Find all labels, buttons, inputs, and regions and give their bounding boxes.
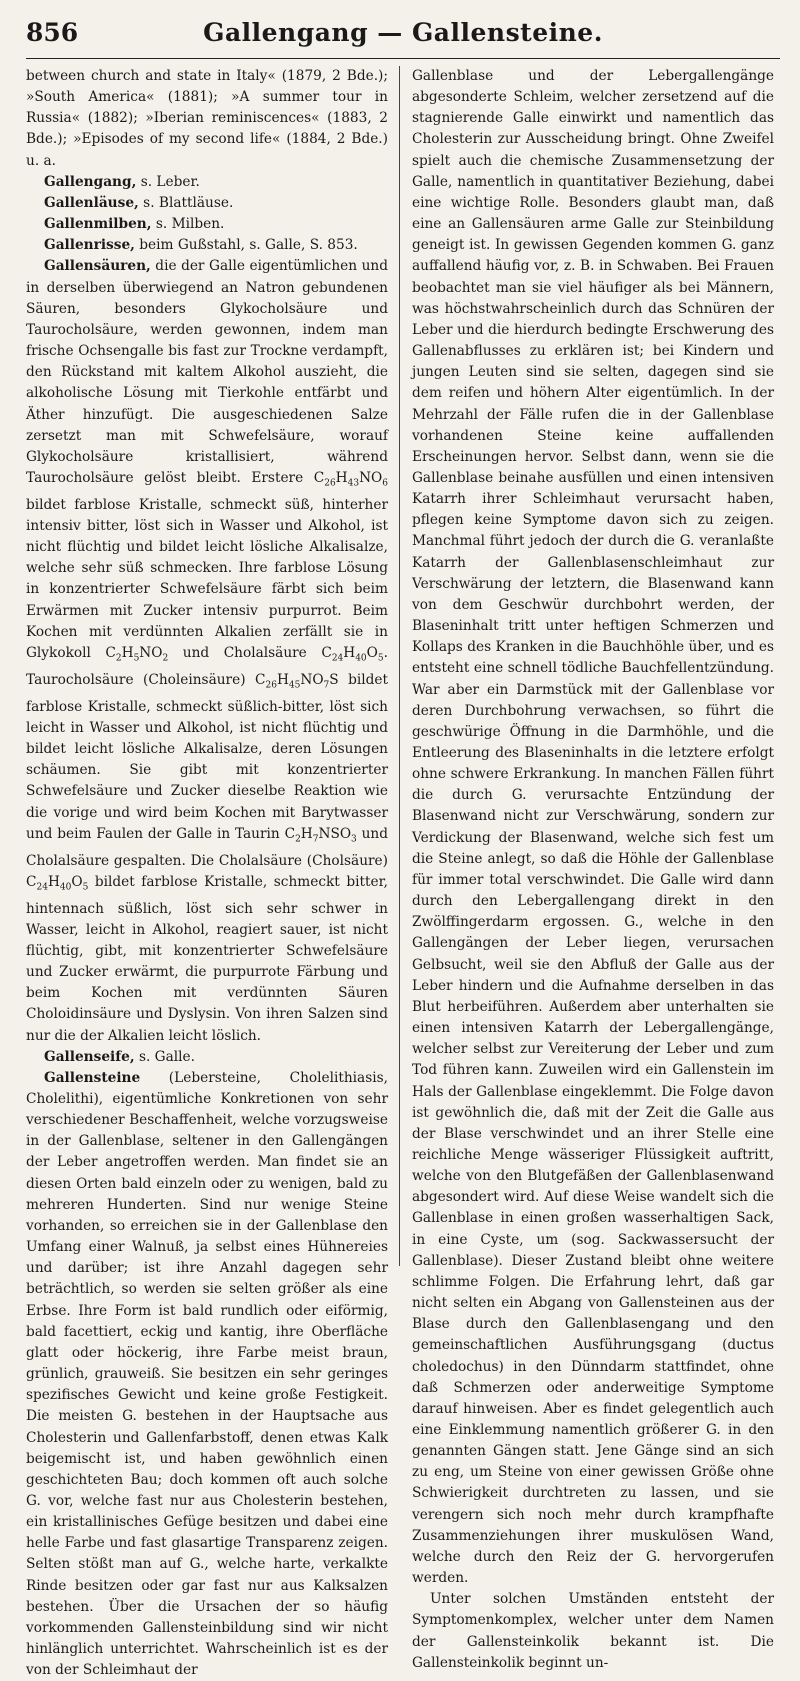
entry-gallensteine (26, 1068, 388, 1681)
entry-gallenlaeuse (26, 193, 388, 214)
entry-lemma: Gallenrisse, (44, 237, 135, 254)
entry-lemma: Gallengang, (44, 173, 137, 190)
entry-text: between church and state in Italy« (1879, 2 Bde.); »South America« (1881); »A summer tour in Russia« (1882); »Iberian reminiscences« (1883, 2 Bde.); »Episodes of my second life« (1884, 2 Bde.) u. a. (26, 68, 388, 169)
entry-text: s. Blattläuse. (138, 194, 234, 211)
entry-text: (Lebersteine, Cholelithiasis, Cholelithi), eigentümliche Konkretionen von sehr verschiedener Beschaffenheit, welche vorzugsweise in der Gallenblase, seltener in den Gallengängen der Leber angetroffen werden. Man findet sie an diesen Orten bald einzeln oder zu wenigen, bald zu mehreren Hunderten. Sind nur wenige Steine vorhanden, so erreichen sie in der Gallenblase den Umfang einer Walnuß, ja selbst eines Hühnereies und darüber; ist ihre Anzahl dagegen sehr beträchtlich, so werden sie selten größer als eine Erbse. Ihre Form ist bald rundlich oder eiförmig, bald facettiert, eckig und kantig, ihre Oberfläche glatt oder höckerig, ihre Farbe meist braun, grünlich, grauweiß. Sie besitzen ein sehr geringes spezifisches Gewicht und keine große Festigkeit. Die meisten G. bestehen in der Hauptsache aus Cholesterin und Gallenfarbstoff, denen etwas Kalk beigemischt ist, und haben gewöhnlich einen geschichteten Bau; doch kommen oft auch solche G. vor, welche fast nur aus Cholesterin bestehen, ein kristallinisches Gefüge besitzen und dabei eine helle Farbe und fast glasartige Transparenz zeigen. Selten stößt man auf G., welche harte, verkalkte Rinde besitzen oder gar fast nur aus Kalksalzen bestehen. Über die Ursachen der so häufig vorkommenden Gallensteinbildung sind wir nicht hinlänglich unterrichtet. Wahrscheinlich ist es der von der Schleimhaut der (26, 1069, 388, 1679)
entry-lemma: Gallensteine (44, 1069, 141, 1086)
entry-lemma: Gallensäuren, (44, 258, 151, 275)
entry-gallenrisse (26, 235, 388, 256)
entry-text: s. Galle. (134, 1048, 195, 1065)
entry-lemma: Gallenläuse, (44, 194, 139, 211)
entry-gallensaeuren (26, 256, 388, 1046)
right-column (412, 66, 774, 1671)
entry-gallenmilben (26, 214, 388, 235)
left-column (26, 66, 389, 1679)
running-title: Gallengang — Gallensteine. (203, 18, 603, 47)
entry-text: beim Gußstahl, s. Galle, S. 853. (134, 237, 358, 254)
entry-paragraph (412, 1589, 774, 1674)
entry-lemma: Gallenseife, (44, 1048, 135, 1065)
entry-lemma: Gallenmilben, (44, 216, 152, 233)
entry-text: s. Milben. (151, 216, 225, 233)
entry-text: s. Leber. (136, 173, 200, 190)
column-divider (399, 66, 400, 1266)
entry-continuation (26, 66, 388, 172)
entry-text: die der Galle eigentümlichen und in derselben überwiegend an Natron gebundenen Säuren, besonders Glykocholsäure und Taurocholsäure, werden gewonnen, indem man frische Ochsengalle bis fast zur Trockne verdampft, den Rückstand mit kaltem Alkohol auszieht, die alkoholische Lösung mit Tierkohle entfärbt und Äther hinzufügt. Die ausgeschiedenen Salze zersetzt man mit Schwefelsäure, worauf Glykocholsäure kristallisiert, während Taurocholsäure gelöst bleibt. Erstere $C_{26}H_{43}NO_6$ bildet farblose Kristalle, schmeckt süß, hinterher intensiv bitter, löst sich in Wasser und Alkohol, ist nicht flüchtig und bildet leicht lösliche Alkalisalze, welche sehr süß schmecken. Ihre farblose Lösung in konzentrierter Schwefelsäure färbt sich beim Erwärmen mit Zucker intensiv purpurrot. Beim Kochen mit verdünnten Alkalien zerfällt sie in Glykokoll $C_2H_5NO_2$ und Cholalsäure $C_{24}H_{40}O_5$. Taurocholsäure (Choleinsäure) $C_{26}H_{45}NO_7S$ bildet farblose Kristalle, schmeckt süßlich-bitter, löst sich leicht in Wasser und Alkohol, ist nicht flüchtig und bildet leicht lösliche Alkalisalze, deren Lösungen schäumen. Sie gibt mit konzentrierter Schwefelsäure und Zucker dieselbe Reaktion wie die vorige und wird beim Kochen mit Barytwasser und beim Faulen der Galle in Taurin $C_2H_7NSO_3$ und Cholalsäure gespalten. Die Cholalsäure (Cholsäure) $C_{24}H_{40}O_5$ bildet farblose Kristalle, schmeckt bitter, hintennach süßlich, löst sich sehr schwer in Wasser, leicht in Alkohol, reagiert sauer, ist nicht flüchtig, gibt, mit konzentrierter Schwefelsäure und Zucker erwärmt, die purpurrote Färbung und beim Kochen mit verdünnten Säuren Choloidinsäure und Dyslysin. Von ihren Salzen sind nur die der Alkalien leicht löslich. (26, 258, 389, 1044)
entry-text: Gallenblase und der Lebergallengänge abgesonderte Schleim, welcher zersetzend auf die stagnierende Galle einwirkt und namentlich das Cholesterin zur Ausscheidung bringt. Ohne Zweifel spielt auch die chemische Zusammensetzung der Galle, namentlich in quantitativer Beziehung, dabei eine wichtige Rolle. Besonders glaubt man, daß eine an Gallensäuren arme Galle zur Steinbildung geneigt ist. In gewissen Gegenden kommen G. ganz auffallend häufig vor, z. B. in Schwaben. Bei Frauen beobachtet man sie viel häufiger als bei Männern, was höchstwahrscheinlich durch das Schnüren der Leber und die hierdurch bedingte Erschwerung des Gallenabflusses zu erklären ist; bei Kindern und jungen Leuten sind sie selten, dagegen sind sie dem reifen und höhern Alter eigentümlich. In der Mehrzahl der Fälle rufen die in der Gallenblase vorhandenen Steine keine auffallenden Erscheinungen hervor. Selbst dann, wenn sie die Gallenblase beinahe ausfüllen und einen intensiven Katarrh ihrer Schleimhaut verursacht haben, pflegen keine Symptome davon sich zu zeigen. Manchmal führt jedoch der durch die G. veranlaßte Katarrh der Gallenblasenschleimhaut zur Verschwärung der letztern, die Blasenwand kann von dem Geschwür durchbohrt werden, der Blaseninhalt tritt unter heftigen Schmerzen und Kollaps des Kranken in die Bauchhöhle über, und es entsteht eine schnell tödliche Bauchfellentzündung. War aber ein Darmstück mit der Gallenblase vor deren Durchbohrung verwachsen, so führt die geschwürige Öffnung in die Darmhöhle, und die Entleerung des Blaseninhalts in die letztere erfolgt ohne schwere Erkrankung. In manchen Fällen führt die durch G. verursachte Entzündung der Blasenwand nicht zur Verschwärung, sondern zur Verdickung der Blasenwand, welche sich fest um die Steine anlegt, so daß die Höhle der Gallenblase für immer total verschwindet. Die Galle wird dann durch den Lebergallengang direkt in den Zwölffingerdarm ergossen. G., welche in den Gallengängen der Leber liegen, verursachen Gelbsucht, weil sie den Abfluß der Galle aus der Leber hindern und die Aufnahme derselben in das Blut herbeiführen. Außerdem aber unterhalten sie einen intensiven Katarrh der Lebergallengänge, welcher selbst zur Vereiterung der Leber und zum Tod führen kann. Zuweilen wird ein Gallenstein im Hals der Gallenblase eingeklemmt. Die Folge davon ist gewöhnlich die, daß mit der Zeit die Galle aus der Blase verschwindet und an ihrer Stelle eine reichliche Menge wässeriger Flüssigkeit auftritt, welche von den Blutgefäßen der Gallenblasenwand abgesondert wird. Auf diese Weise wandelt sich die Gallenblase in einen großen wasserhaltigen Sack, in eine Cyste, um (sog. Sackwassersucht der Gallenblase). Dieser Zustand bleibt ohne weitere schlimme Folgen. Die Erfahrung lehrt, daß gar nicht selten ein Abgang von Gallensteinen aus der Blase durch den Gallenblasengang und den gemeinschaftlichen Ausführungsgang (ductus choledochus) in den Dünndarm stattfindet, ohne daß Schmerzen oder anderweitige Symptome darauf hinweisen. Aber es findet gelegentlich auch eine Einklemmung namentlich größerer G. in den genannten Gängen statt. Jene Gänge sind an sich zu eng, um Steine von einer gewissen Größe ohne Schwierigkeit durchtreten zu lassen, und sie verengern sich noch mehr durch krampfhafte Zusammenziehungen ihrer muskulösen Wand, welche durch den Reiz der G. hervorgerufen werden. (412, 68, 774, 1587)
page-header (26, 14, 780, 59)
page-number: 856 (26, 18, 79, 47)
entry-gallengang (26, 172, 388, 193)
entry-gallenseife (26, 1047, 388, 1068)
entry-continuation (412, 66, 774, 1589)
entry-text: Unter solchen Umständen entsteht der Symptomenkomplex, welcher unter dem Namen der Gallensteinkolik bekannt ist. Die Gallensteinkolik beginnt un- (412, 1591, 774, 1671)
